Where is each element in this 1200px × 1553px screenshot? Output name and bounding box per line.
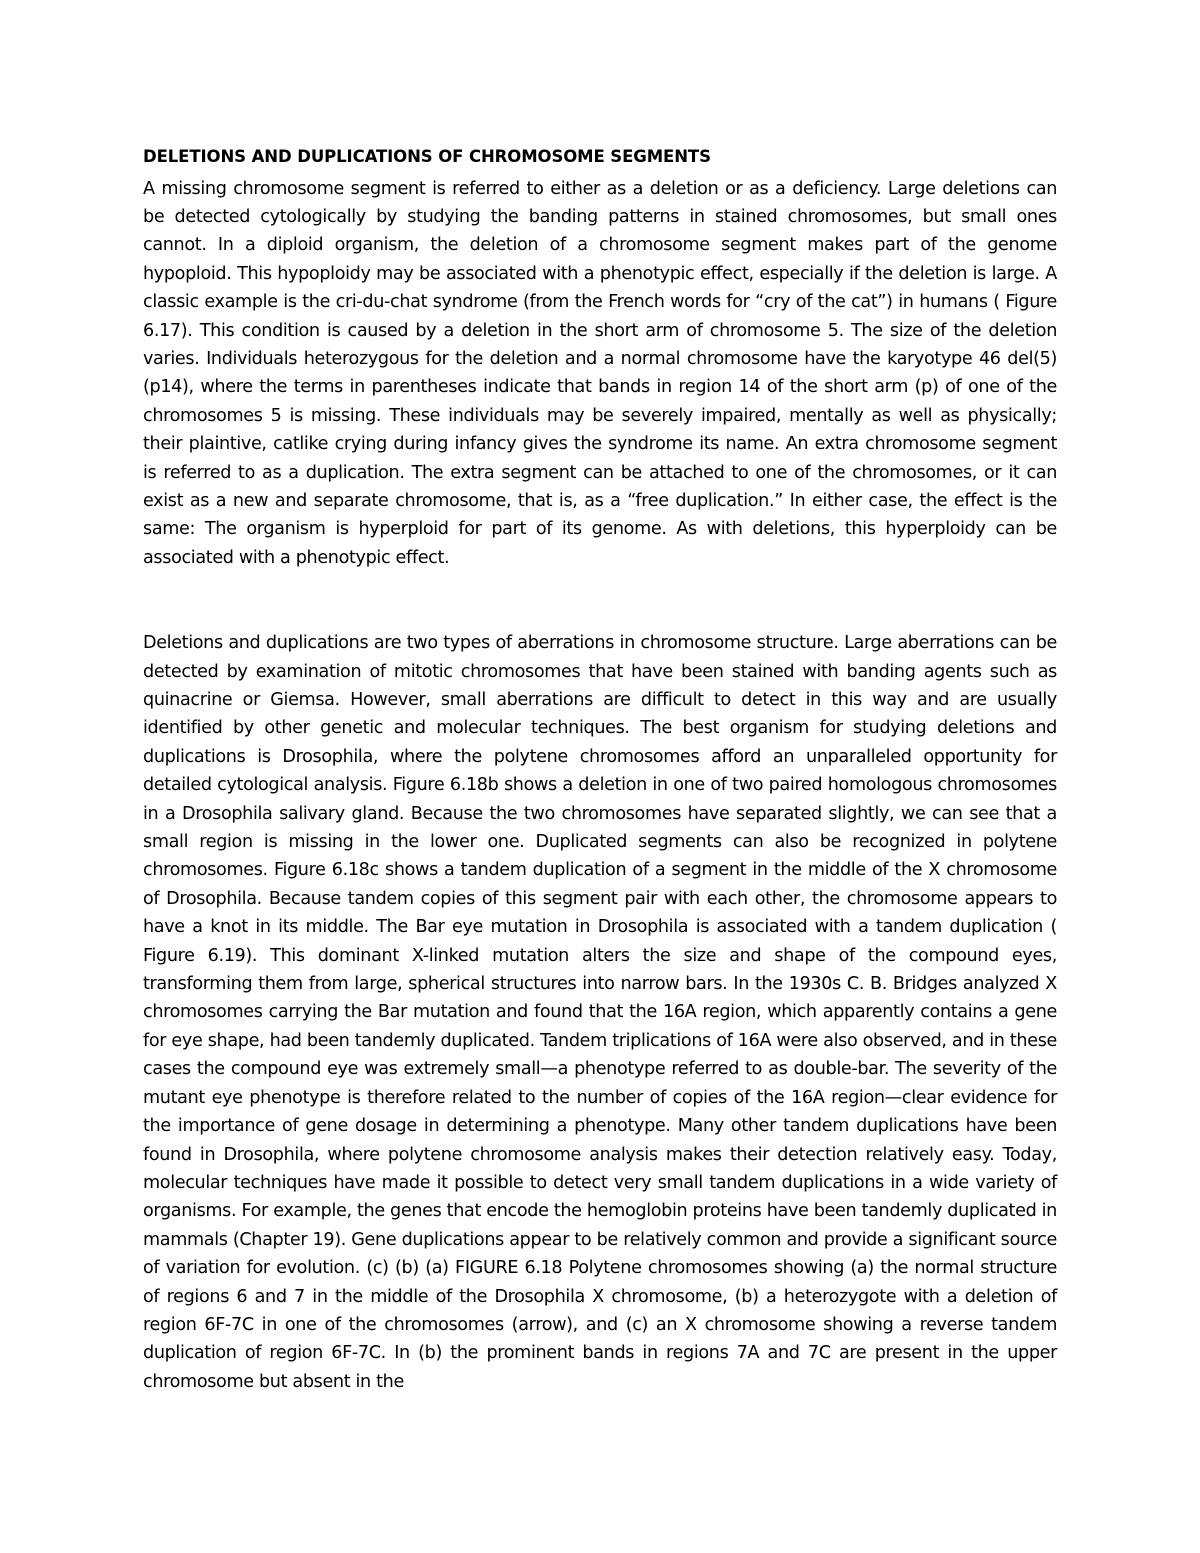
document-body bbox=[143, 143, 1057, 1396]
paragraph-aberrations-drosophila: Deletions and duplications are two types of aberrations in chromosome structure. Large aberrations can be detected by examination of mitotic chromosomes that have been stained with banding agents such as quinacrine or Giemsa. However, small aberrations are difficult to detect in this way and are usually identified by other genetic and molecular techniques. The best organism for studying deletions and duplications is Drosophila, where the polytene chromosomes afford an unparalleled opportunity for detailed cytological analysis. Figure 6.18b shows a deletion in one of two paired homologous chromosomes in a Drosophila salivary gland. Because the two chromosomes have separated slightly, we can see that a small region is missing in the lower one. Duplicated segments can also be recognized in polytene chromosomes. Figure 6.18c shows a tandem duplication of a segment in the middle of the X chromosome of Drosophila. Because tandem copies of this segment pair with each other, the chromosome appears to have a knot in its middle. The Bar eye mutation in Drosophila is associated with a tandem duplication ( Figure 6.19). This dominant X-linked mutation alters the size and shape of the compound eyes, transforming them from large, spherical structures into narrow bars. In the 1930s C. B. Bridges analyzed X chromosomes carrying the Bar mutation and found that the 16A region, which apparently contains a gene for eye shape, had been tandemly duplicated. Tandem triplications of 16A were also observed, and in these cases the compound eye was extremely small—a phenotype referred to as double-bar. The severity of the mutant eye phenotype is therefore related to the number of copies of the 16A region—clear evidence for the importance of gene dosage in determining a phenotype. Many other tandem duplications have been found in Drosophila, where polytene chromosome analysis makes their detection relatively easy. Today, molecular techniques have made it possible to detect very small tandem duplications in a wide variety of organisms. For example, the genes that encode the hemoglobin proteins have been tandemly duplicated in mammals (Chapter 19). Gene duplications appear to be relatively common and provide a significant source of variation for evolution. (c) (b) (a) FIGURE 6.18 Polytene chromosomes showing (a) the normal structure of regions 6 and 7 in the middle of the Drosophila X chromosome, (b) a heterozygote with a deletion of region 6F-7C in one of the chromosomes (arrow), and (c) an X chromosome showing a reverse tandem duplication of region 6F-7C. In (b) the prominent bands in regions 7A and 7C are present in the upper chromosome but absent in the bbox=[143, 633, 1057, 1392]
document-title: DELETIONS AND DUPLICATIONS OF CHROMOSOME SEGMENTS bbox=[143, 147, 711, 166]
paragraph-deletions-duplications-intro: A missing chromosome segment is referred to either as a deletion or as a deficiency. Large deletions can be detected cytologically by studying the banding patterns in stained chromosomes, but small ones cannot. In a diploid organism, the deletion of a chromosome segment makes part of the genome hypoploid. This hypoploidy may be associated with a phenotypic effect, especially if the deletion is large. A classic example is the cri-du-chat syndrome (from the French words for “cry of the cat”) in humans ( Figure 6.17). This condition is caused by a deletion in the short arm of chromosome 5. The size of the deletion varies. Individuals heterozygous for the deletion and a normal chromosome have the karyotype 46 del(5)(p14), where the terms in parentheses indicate that bands in region 14 of the short arm (p) of one of the chromosomes 5 is missing. These individuals may be severely impaired, mentally as well as physically; their plaintive, catlike crying during infancy gives the syndrome its name. An extra chromosome segment is referred to as a duplication. The extra segment can be attached to one of the chromosomes, or it can exist as a new and separate chromosome, that is, as a “free duplication.” In either case, the effect is the same: The organism is hyperploid for part of its genome. As with deletions, this hyperploidy can be associated with a phenotypic effect. bbox=[143, 178, 1057, 568]
